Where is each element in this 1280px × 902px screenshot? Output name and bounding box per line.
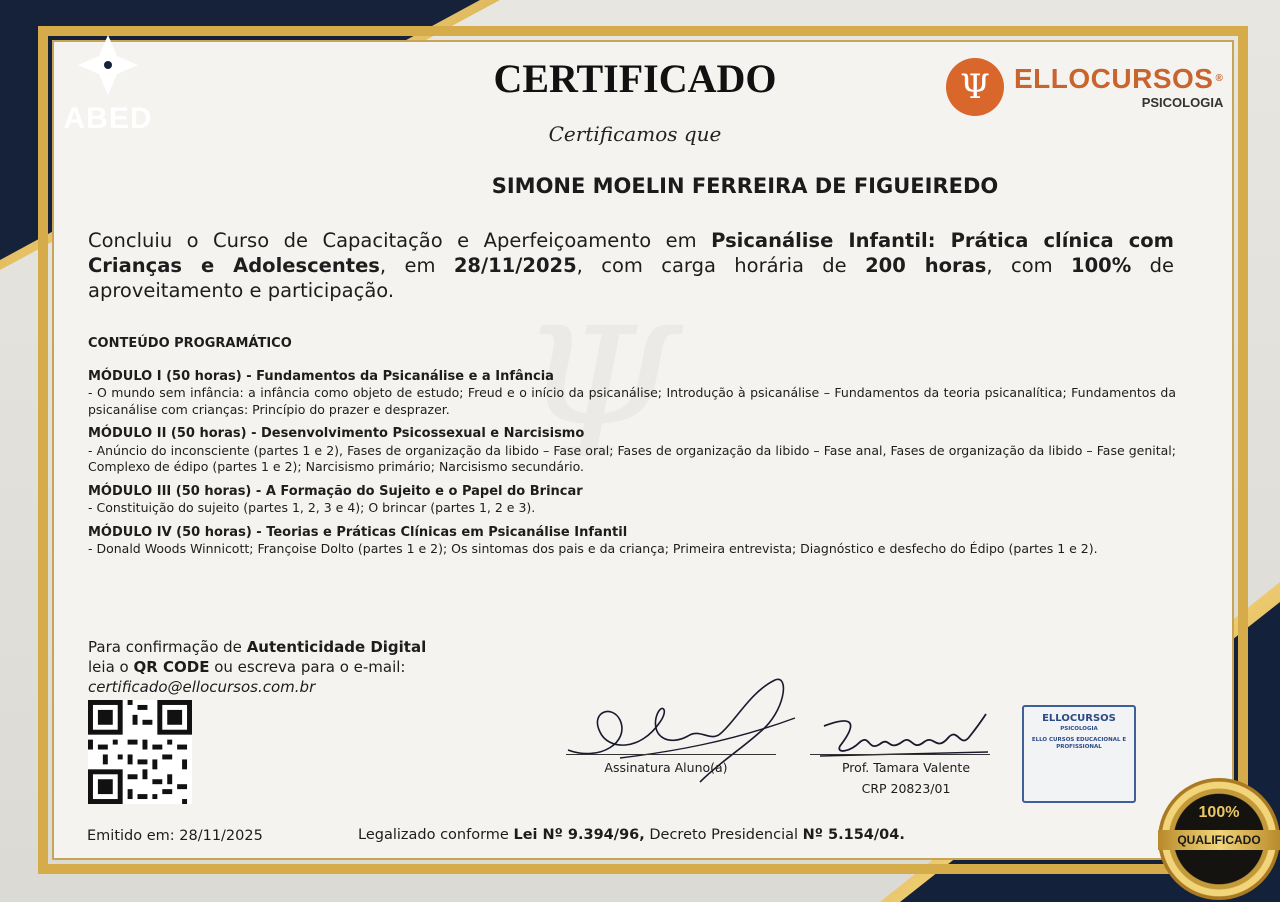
module-body: - O mundo sem infância: a infância como objeto de estudo; Freud e o início da psicanálise; Introdução à psicanálise – Fundamentos da teoria psicanalítica; Fundamentos da psicanálise com crianças: Princípio do prazer e desprazer. [88,385,1176,417]
syllabus [88,336,1176,566]
student-name: SIMONE MOELIN FERREIRA DE FIGUEIREDO [491,174,999,198]
legal-notice: Legalizado conforme Lei Nº 9.394/96, Decreto Presidencial Nº 5.154/04. [358,827,905,843]
psi-icon: Ψ [946,58,1004,116]
authenticity-info: Para confirmação de Autenticidade Digital leia o QR CODE ou escreva para o e-mail: certificado@ellocursos.com.br [88,637,488,697]
seal-percent: 100% [1198,804,1240,821]
attendance-percent: 100% [1071,254,1132,277]
module-body: - Constituição do sujeito (partes 1, 2, 3 e 4); O brincar (partes 1, 2 e 3). [88,500,536,515]
module-item [88,484,1176,517]
brand-subtitle: PSICOLOGIA [1141,94,1224,110]
certificate-title: CERTIFICADO [493,56,777,101]
student-signature-label: Assinatura Aluno(a) [604,760,728,775]
institution-stamp [1022,705,1136,803]
module-item [88,369,1176,419]
qr-code-icon[interactable] [88,700,192,804]
module-title: MÓDULO II (50 horas) - Desenvolvimento Psicossexual e Narcisismo [88,426,585,441]
stamp-sub: PSICOLOGIA [1060,726,1098,732]
verification-email[interactable]: certificado@ellocursos.com.br [88,678,316,696]
module-title: MÓDULO III (50 horas) - A Formação do Sujeito e o Papel do Brincar [88,483,583,499]
stamp-text: ELLO CURSOS EDUCACIONAL E PROFISSIONAL [1031,737,1127,750]
completion-statement: Concluiu o Curso de Capacitação e Aperfeiçoamento em Psicanálise Infantil: Prática clínica com Crianças e Adolescentes, em 28/11/2025, com carga horária de 200 horas, com 100% de aproveitamento e participação. [88,229,1175,302]
abed-logo-text: ABED [63,102,153,135]
signature-line [566,754,776,755]
completion-date: 28/11/2025 [453,254,577,277]
brand-name: ELLOCURSOS ® [1014,62,1224,94]
stamp-brand: ELLOCURSOS [1042,713,1116,724]
seal-label: QUALIFICADO [1158,830,1280,850]
course-hours: 200 horas [865,254,987,277]
module-title: MÓDULO I (50 horas) - Fundamentos da Psicanálise e a Infância [88,368,554,384]
signature-line [810,754,990,755]
qualified-seal-icon [1158,778,1280,900]
module-item [88,426,1176,476]
syllabus-heading: CONTEÚDO PROGRAMÁTICO [88,336,292,351]
module-body: - Anúncio do inconsciente (partes 1 e 2), Fases de organização da libido – Fase oral; Fases de organização da libido – Fase anal, Fases de organização da libido – Fase genital; Complexo de édipo (partes 1 e 2); Narcisismo primário; Narcisismo secundário. [88,442,1176,474]
module-title: MÓDULO IV (50 horas) - Teorias e Práticas Clínicas em Psicanálise Infantil [88,524,628,540]
certificate-subtitle: Certificamos que [548,122,722,146]
professor-signature-label: Prof. Tamara Valente CRP 20823/01 [841,760,971,796]
module-item [88,525,1176,558]
course-name: Psicanálise Infantil: Prática clínica com Crianças e Adolescentes [88,229,1175,277]
issue-date: Emitido em: 28/11/2025 [87,828,263,844]
module-body: - Donald Woods Winnicott; Françoise Dolto (partes 1 e 2); Os sintomas dos pais e da criança; Primeira entrevista; Diagnóstico e desfecho do Édipo (partes 1 e 2). [88,541,1098,556]
